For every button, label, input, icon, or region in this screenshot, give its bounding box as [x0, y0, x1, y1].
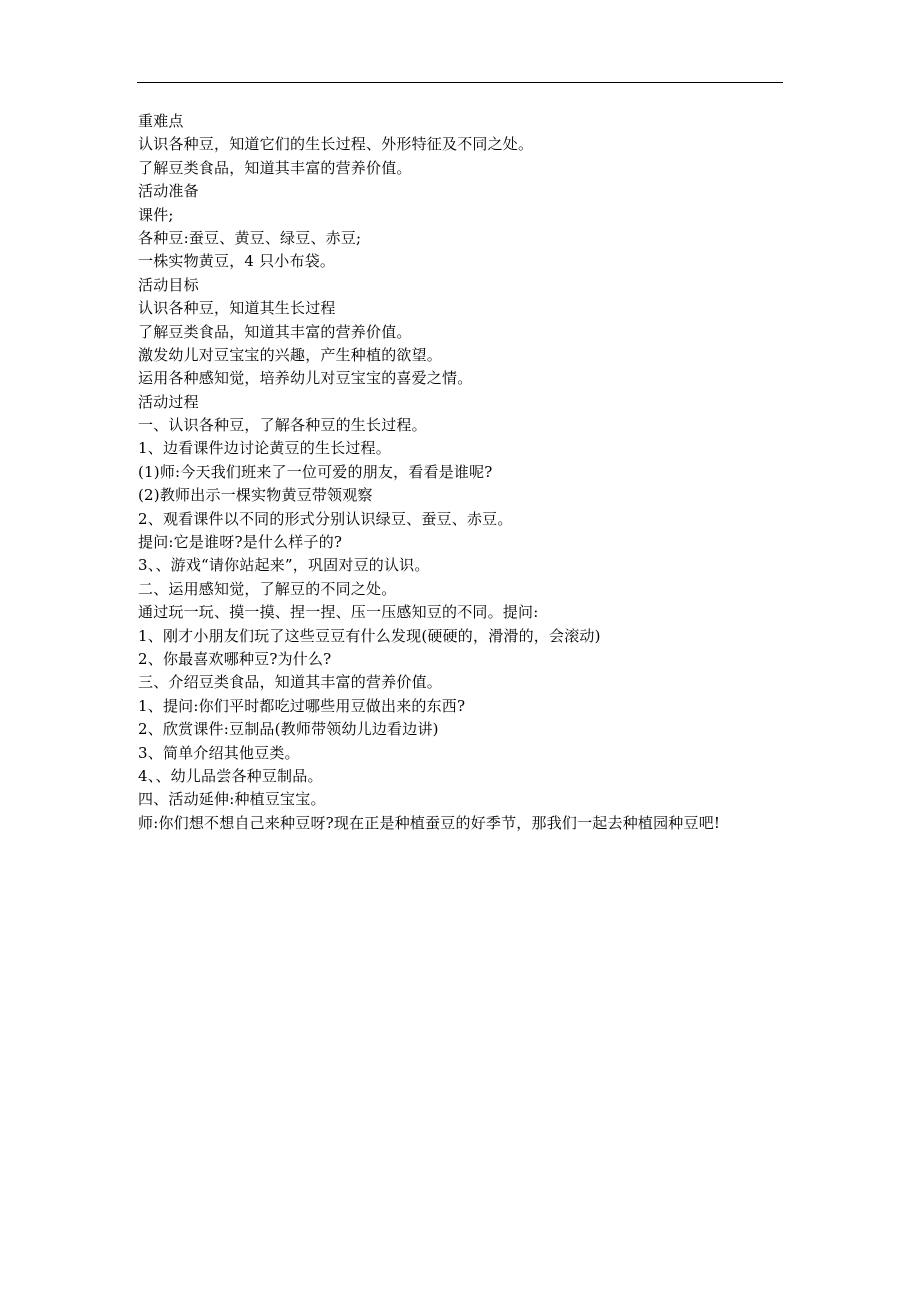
- section-heading: 三、介绍豆类食品，知道其丰富的营养价值。: [138, 673, 443, 692]
- text-line: (1)师:今天我们班来了一位可爱的朋友，看看是谁呢?: [138, 462, 493, 481]
- text-line: 3、简单介绍其他豆类。: [138, 743, 300, 762]
- text-line: 提问:它是谁呀?是什么样子的?: [138, 533, 343, 552]
- text-line: 2、观看课件以不同的形式分别认识绿豆、蚕豆、赤豆。: [138, 509, 513, 528]
- header-rule: [137, 82, 783, 83]
- text-line: 各种豆:蚕豆、黄豆、绿豆、赤豆;: [138, 228, 362, 247]
- text-line: 2、你最喜欢哪种豆?为什么?: [138, 649, 332, 668]
- text-line: 通过玩一玩、摸一摸、捏一捏、压一压感知豆的不同。提问:: [138, 603, 539, 622]
- section-heading: 二、运用感知觉，了解豆的不同之处。: [138, 579, 397, 598]
- text-line: 1、刚才小朋友们玩了这些豆豆有什么发现(硬硬的，滑滑的，会滚动): [138, 626, 601, 645]
- text-line: 激发幼儿对豆宝宝的兴趣，产生种植的欲望。: [138, 345, 443, 364]
- text-line: 认识各种豆，知道其生长过程: [138, 299, 336, 318]
- text-line: 运用各种感知觉，培养幼儿对豆宝宝的喜爱之情。: [138, 369, 473, 388]
- text-line: 一株实物黄豆，4 只小布袋。: [138, 252, 336, 271]
- text-line: 1、边看课件边讨论黄豆的生长过程。: [138, 439, 391, 458]
- heading-key-points: 重难点: [138, 112, 184, 130]
- text-line: 课件;: [138, 205, 174, 224]
- text-line: 3、、游戏“请你站起来”，巩固对豆的认识。: [138, 556, 430, 575]
- text-line: 了解豆类食品，知道其丰富的营养价值。: [138, 158, 412, 177]
- heading-preparation: 活动准备: [138, 182, 199, 201]
- text-line: 师:你们想不想自己来种豆呀?现在正是种植蚕豆的好季节，那我们一起去种植园种豆吧!: [138, 813, 721, 832]
- text-line: 2、欣赏课件:豆制品(教师带领幼儿边看边讲): [138, 720, 439, 739]
- text-line: 1、提问:你们平时都吃过哪些用豆做出来的东西?: [138, 696, 466, 715]
- text-line: 4、、幼儿品尝各种豆制品。: [138, 766, 323, 785]
- text-line: 认识各种豆，知道它们的生长过程、外形特征及不同之处。: [138, 135, 534, 154]
- heading-process: 活动过程: [138, 392, 199, 411]
- text-line: 了解豆类食品，知道其丰富的营养价值。: [138, 322, 412, 341]
- document-body: [138, 110, 798, 835]
- section-heading: 一、认识各种豆，了解各种豆的生长过程。: [138, 416, 427, 435]
- section-heading: 四、活动延伸:种植豆宝宝。: [138, 790, 326, 809]
- heading-goals: 活动目标: [138, 275, 199, 294]
- text-line: (2)教师出示一棵实物黄豆带领观察: [138, 486, 373, 505]
